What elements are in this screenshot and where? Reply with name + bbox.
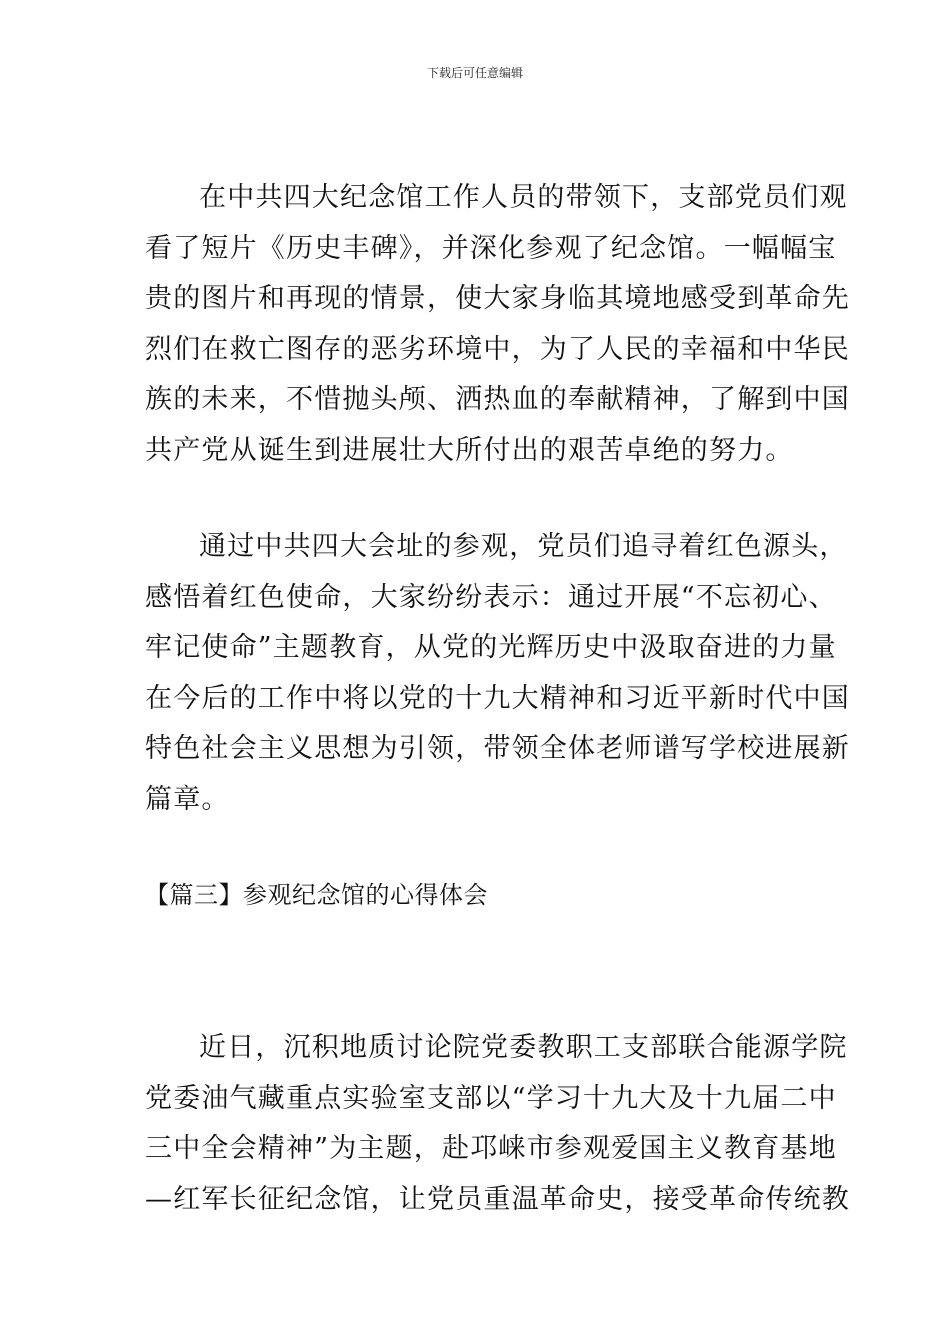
paragraph-line: —红军长征纪念馆，让党员重温革命史，接受革命传统教 (145, 1183, 850, 1215)
paragraph-line: 三中全会精神”为主题，赴邛崃市参观爱国主义教育基地 (145, 1133, 837, 1164)
page-header: 下载后可任意编辑 (426, 66, 523, 80)
paragraph-line: 感悟着红色使命，大家纷纷表示：通过开展“不忘初心、 (145, 581, 837, 613)
paragraph-line: 共产党从诞生到进展壮大所付出的艰苦卓绝的努力。 (145, 434, 794, 466)
paragraph-line: 族的未来，不惜抛头颅、洒热血的奉献精神，了解到中国 (145, 384, 850, 415)
paragraph-line: 贵的图片和再现的情景，使大家身临其境地感受到革命先 (145, 283, 850, 314)
paragraph-line: 特色社会主义思想为引领，带领全体老师谱写学校进展新 (145, 733, 850, 764)
paragraph-line: 在今后的工作中将以党的十九大精神和习近平新时代中国 (145, 682, 850, 714)
paragraph-line: 烈们在救亡图存的恶劣环境中，为了人民的幸福和中华民 (145, 333, 850, 365)
paragraph-line: 篇章。 (145, 783, 230, 815)
paragraph-line: 看了短片《历史丰碑》，并深化参观了纪念馆。一幅幅宝 (145, 232, 837, 264)
paragraph-2 (145, 522, 850, 825)
paragraph-1 (145, 173, 850, 476)
paragraph-line: 在中共四大纪念馆工作人员的带领下，支部党员们观 (199, 182, 848, 213)
paragraph-line: 近日，沉积地质讨论院党委教职工支部联合能源学院 (199, 1032, 848, 1063)
paragraph-3 (145, 1023, 850, 1225)
paragraph-line: 牢记使命”主题教育，从党的光辉历史中汲取奋进的力量 (145, 632, 837, 663)
paragraph-line: 党委油气藏重点实验室支部以“学习十九大及十九届二中 (145, 1082, 837, 1114)
paragraph-line: 通过中共四大会址的参观，党员们追寻着红色源头， (199, 531, 848, 562)
section-title: 【篇三】参观纪念馆的心得体会 (145, 881, 488, 909)
